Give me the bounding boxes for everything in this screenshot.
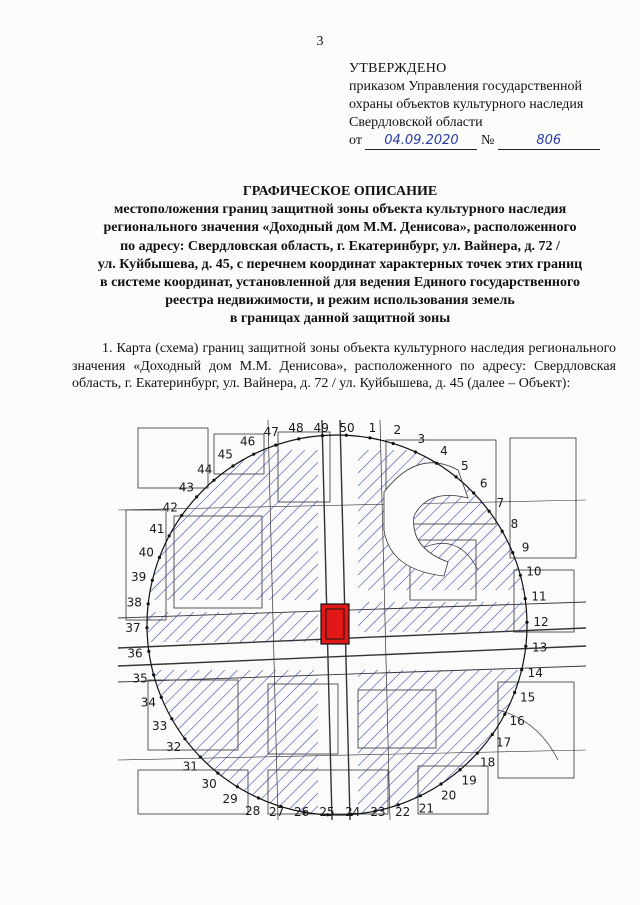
boundary-point-label: 34: [140, 695, 157, 710]
boundary-point-marker: [524, 645, 527, 648]
boundary-point-marker: [297, 437, 300, 440]
boundary-point-label: 28: [245, 803, 261, 818]
boundary-point-marker: [501, 530, 504, 533]
title-line-3: по адресу: Свердловская область, г. Екатеринбург, ул. Вайнера, д. 72 /: [120, 238, 560, 254]
boundary-point-marker: [491, 733, 494, 736]
boundary-point-label: 26: [293, 805, 310, 819]
boundary-point-marker: [455, 475, 458, 478]
boundary-point-marker: [180, 514, 183, 517]
boundary-point-label: 35: [132, 671, 148, 686]
boundary-point-marker: [368, 436, 371, 439]
boundary-point-label: 22: [395, 805, 411, 819]
map-description-paragraph: 1. Карта (схема) границ защитной зоны объекта культурного наследия регионального значения «Доходный дом М.М. Денисова», расположенного по адресу: Свердловская область, г. Екатеринбург, ул. Вайнера, д. 72 / ул. Куйбышева, д. 45 (далее – Объект):: [72, 341, 616, 391]
boundary-point-label: 27: [269, 805, 285, 819]
boundary-point-marker: [158, 556, 161, 559]
from-label: от: [349, 133, 362, 148]
boundary-point-marker: [160, 696, 163, 699]
boundary-point-marker: [152, 673, 155, 676]
boundary-point-marker: [195, 495, 198, 498]
boundary-point-marker: [513, 691, 516, 694]
boundary-point-label: 45: [217, 447, 233, 462]
order-number: 806: [498, 133, 600, 150]
boundary-point-label: 25: [319, 805, 335, 819]
title-heading: ГРАФИЧЕСКОЕ ОПИСАНИЕ: [242, 184, 438, 199]
boundary-point-label: 17: [496, 735, 512, 750]
boundary-point-label: 13: [532, 640, 548, 655]
boundary-point-label: 19: [461, 773, 477, 788]
boundary-point-label: 9: [521, 540, 530, 555]
boundary-point-label: 14: [527, 666, 543, 680]
boundary-point-label: 4: [440, 444, 448, 459]
boundary-point-label: 16: [509, 713, 525, 728]
boundary-point-label: 41: [149, 522, 165, 537]
heritage-object: [321, 604, 349, 644]
protection-zone-map: [118, 420, 586, 820]
boundary-point-label: 18: [479, 755, 496, 770]
boundary-point-label: 5: [460, 459, 469, 473]
title-line-4: ул. Куйбышева, д. 45, с перечнем координат характерных точек этих границ: [97, 256, 583, 272]
approved-label: УТВЕРЖДЕНО: [349, 61, 447, 76]
boundary-point-marker: [472, 491, 475, 494]
boundary-point-label: 1: [368, 421, 377, 435]
boundary-point-label: 6: [479, 476, 488, 491]
boundary-point-marker: [503, 713, 506, 716]
boundary-point-marker: [511, 551, 514, 554]
boundary-point-marker: [147, 602, 150, 605]
boundary-point-label: 10: [526, 564, 542, 579]
boundary-point-label: 44: [197, 462, 213, 477]
boundary-point-marker: [524, 597, 527, 600]
boundary-point-label: 29: [222, 791, 238, 806]
page-number: 3: [316, 34, 324, 49]
boundary-point-label: 7: [496, 495, 505, 510]
boundary-point-label: 11: [531, 589, 547, 604]
boundary-point-marker: [183, 737, 186, 740]
order-date: 04.09.2020: [365, 133, 477, 150]
boundary-point-label: 47: [263, 424, 279, 439]
approval-line-2: охраны объектов культурного наследия: [349, 97, 584, 112]
title-line-6: реестра недвижимости, и режим использования земель: [165, 293, 515, 309]
boundary-point-marker: [525, 621, 528, 624]
boundary-point-label: 43: [178, 480, 195, 495]
boundary-point-label: 15: [520, 690, 536, 705]
boundary-point-marker: [274, 444, 277, 447]
boundary-point-label: 21: [418, 801, 435, 816]
boundary-point-label: 12: [533, 615, 549, 630]
boundary-point-label: 46: [239, 434, 256, 449]
boundary-point-label: 36: [127, 646, 143, 661]
boundary-point-marker: [231, 464, 234, 467]
boundary-point-marker: [147, 650, 150, 653]
boundary-point-label: 49: [313, 421, 329, 435]
boundary-point-label: 50: [339, 421, 355, 435]
title-line-2: регионального значения «Доходный дом М.М. Денисова», расположенного: [103, 220, 577, 236]
boundary-point-marker: [168, 534, 171, 537]
approval-block: [349, 60, 619, 150]
boundary-point-marker: [212, 479, 215, 482]
number-label: №: [480, 133, 495, 148]
boundary-point-marker: [199, 755, 202, 758]
boundary-point-marker: [439, 782, 442, 785]
boundary-point-marker: [488, 510, 491, 513]
boundary-point-marker: [392, 442, 395, 445]
boundary-point-marker: [170, 717, 173, 720]
boundary-point-label: 40: [138, 545, 154, 560]
boundary-point-label: 8: [510, 517, 519, 532]
boundary-point-label: 31: [182, 759, 198, 774]
boundary-point-marker: [520, 668, 523, 671]
boundary-point-label: 2: [393, 423, 402, 438]
boundary-point-label: 20: [441, 788, 457, 803]
boundary-point-marker: [519, 574, 522, 577]
boundary-point-label: 48: [288, 421, 304, 435]
title-line-7: в границах данной защитной зоны: [229, 311, 451, 327]
boundary-point-marker: [216, 772, 219, 775]
boundary-point-label: 30: [201, 777, 217, 791]
boundary-point-marker: [414, 450, 417, 453]
approval-line-3: Свердловской области: [349, 115, 483, 130]
boundary-point-label: 32: [166, 740, 182, 755]
boundary-point-label: 23: [370, 805, 386, 819]
boundary-point-label: 37: [125, 620, 141, 635]
order-date-number-row: [349, 132, 619, 150]
boundary-point-marker: [435, 462, 438, 465]
boundary-point-label: 24: [345, 805, 361, 819]
boundary-point-label: 42: [162, 500, 178, 515]
boundary-point-marker: [459, 768, 462, 771]
boundary-point-marker: [257, 796, 260, 799]
boundary-point-marker: [145, 626, 148, 629]
boundary-point-label: 39: [131, 570, 147, 584]
title-line-5: в системе координат, установленной для ведения Единого государственного: [100, 275, 580, 291]
boundary-point-marker: [151, 579, 154, 582]
boundary-point-label: 38: [126, 595, 142, 610]
approval-line-1: приказом Управления государственной: [349, 79, 583, 94]
boundary-point-marker: [236, 785, 239, 788]
title-line-1: местоположения границ защитной зоны объекта культурного наследия: [113, 202, 567, 218]
boundary-point-marker: [252, 453, 255, 456]
boundary-point-label: 33: [151, 718, 168, 733]
document-title: [40, 183, 640, 329]
boundary-point-marker: [476, 752, 479, 755]
boundary-point-marker: [419, 794, 422, 797]
boundary-point-label: 3: [417, 432, 426, 447]
